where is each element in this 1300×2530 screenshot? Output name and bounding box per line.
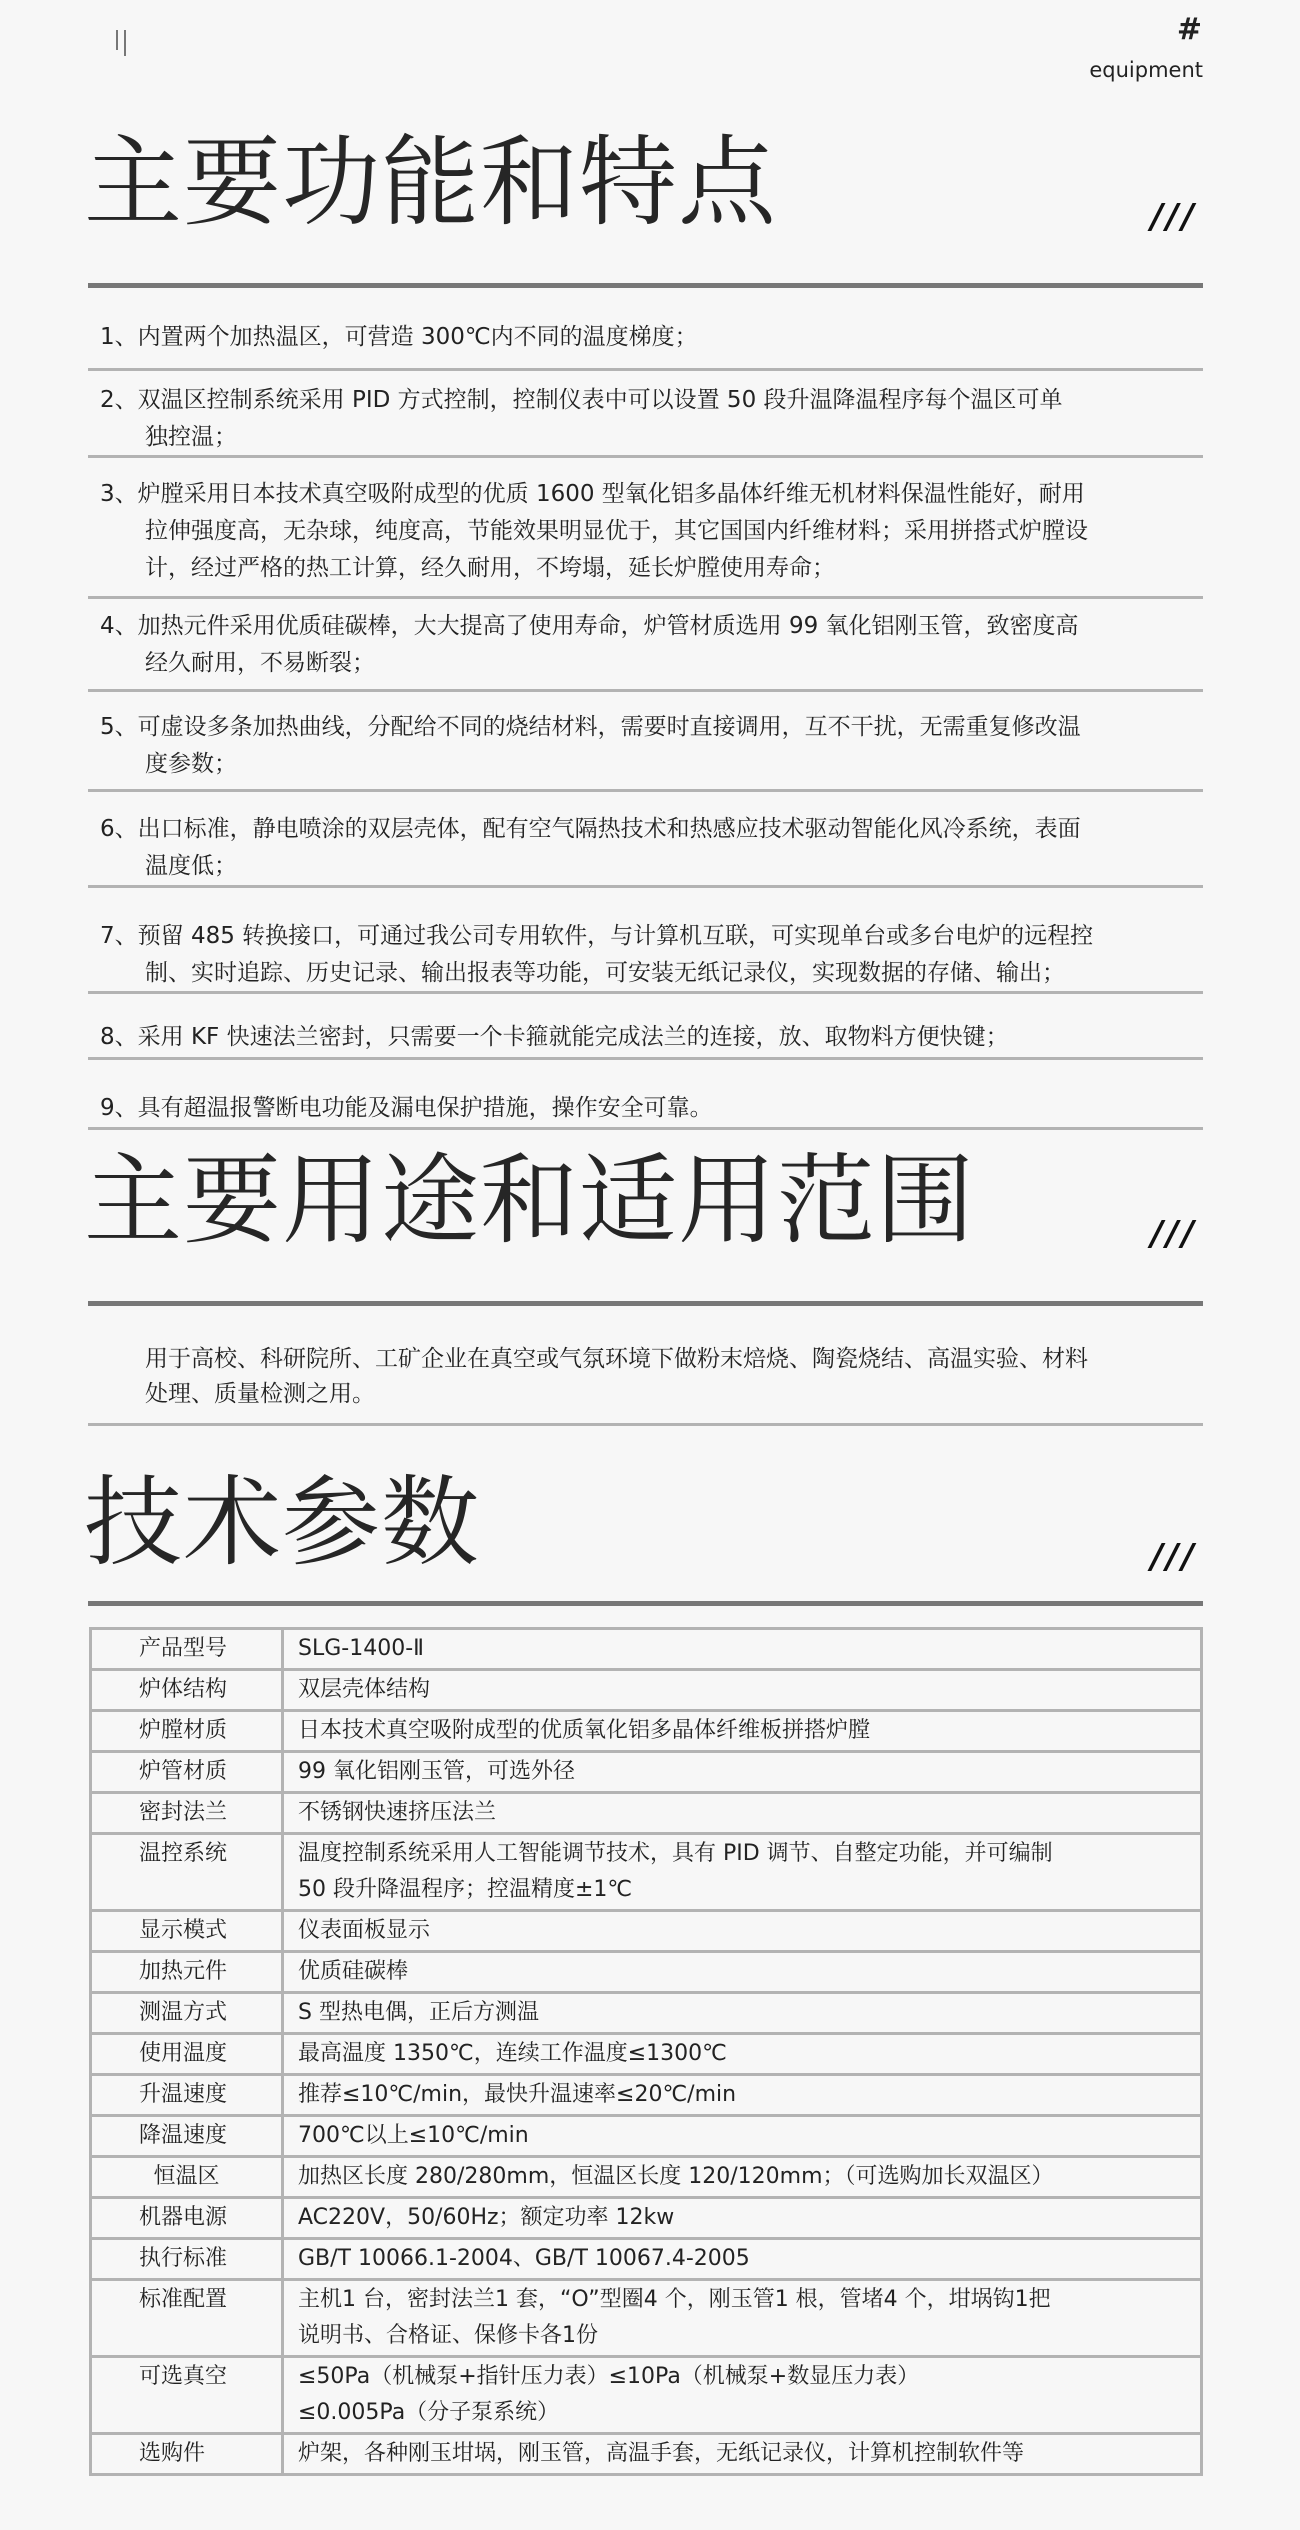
spec-row — [91, 2157, 1202, 2198]
divider — [88, 1127, 1203, 1130]
feature-line: 9、具有超温报警断电功能及漏电保护措施，操作安全可靠。 — [100, 1095, 713, 1121]
feature-line: 7、预留 485 转换接口，可通过我公司专用软件，与计算机互联，可实现单台或多台电炉的远程控 — [100, 923, 1094, 949]
section-rule — [88, 283, 1203, 288]
spec-value — [283, 1993, 1202, 2034]
spec-value-line: 双层壳体结构 — [298, 1677, 431, 1702]
spec-value — [283, 2116, 1202, 2157]
spec-value-line: 炉架，各种刚玉坩埚，刚玉管，高温手套，无纸记录仪，计算机控制软件等 — [298, 2441, 1025, 2466]
spec-row — [91, 2434, 1202, 2475]
spec-row — [91, 1793, 1202, 1834]
spec-row — [91, 1670, 1202, 1711]
feature-line: 温度低； — [145, 853, 237, 879]
divider — [88, 991, 1203, 994]
usage-paragraph — [145, 1342, 1088, 1412]
slashes-decoration-icon: /// — [1150, 1214, 1197, 1254]
spec-value — [283, 2157, 1202, 2198]
spec-value-line: 说明书、合格证、保修卡各1份 — [298, 2323, 598, 2348]
spec-value — [283, 2280, 1202, 2357]
divider — [88, 1057, 1203, 1060]
slashes-decoration-icon: /// — [1150, 1537, 1197, 1577]
feature-item — [100, 319, 1210, 356]
spec-value — [283, 2434, 1202, 2475]
spec-label: 选购件 — [91, 2434, 283, 2475]
spec-value-line: AC220V，50/60Hz；额定功率 12kw — [298, 2205, 675, 2230]
spec-label: 升温速度 — [91, 2075, 283, 2116]
spec-value — [283, 2357, 1202, 2434]
feature-line: 经久耐用，不易断裂； — [145, 650, 375, 676]
spec-row — [91, 2116, 1202, 2157]
spec-value-line: 主机1 台，密封法兰1 套，“O”型圈4 个，刚玉管1 根，管堵4 个，坩埚钩1把 — [298, 2287, 1051, 2312]
feature-line: 度参数； — [145, 751, 237, 777]
spec-value — [283, 1911, 1202, 1952]
spec-label: 密封法兰 — [91, 1793, 283, 1834]
spec-value — [283, 1629, 1202, 1670]
section-rule — [88, 1301, 1203, 1306]
section-rule — [88, 1601, 1203, 1606]
spec-value-line: 50 段升降温程序；控温精度±1℃ — [298, 1877, 633, 1902]
spec-row — [91, 1993, 1202, 2034]
features-title: 主要功能和特点 — [84, 126, 778, 240]
spec-row — [91, 2034, 1202, 2075]
divider — [88, 368, 1203, 371]
spec-value-line: 日本技术真空吸附成型的优质氧化铝多晶体纤维板拼搭炉膛 — [298, 1718, 871, 1743]
spec-row — [91, 2280, 1202, 2357]
feature-line: 4、加热元件采用优质硅碳棒，大大提高了使用寿命，炉管材质选用 99 氧化铝刚玉管，致密度高 — [100, 613, 1079, 639]
hash-icon: # — [1176, 12, 1202, 47]
spec-value-line: 加热区长度 280/280mm，恒温区长度 120/120mm；（可选购加长双温区） — [298, 2164, 1054, 2189]
feature-line: 计，经过严格的热工计算，经久耐用，不垮塌，延长炉膛使用寿命； — [145, 555, 835, 581]
divider — [88, 789, 1203, 792]
spec-value-line: 99 氧化铝刚玉管，可选外径 — [298, 1759, 575, 1784]
spec-value-line: SLG-1400-Ⅱ — [298, 1636, 424, 1661]
feature-item — [100, 918, 1210, 992]
feature-line: 拉伸强度高，无杂球，纯度高，节能效果明显优于，其它国国内纤维材料；采用拼搭式炉膛设 — [145, 518, 1088, 544]
spec-value — [283, 1752, 1202, 1793]
spec-value-line: 优质硅碳棒 — [298, 1959, 409, 1984]
spec-row — [91, 1752, 1202, 1793]
divider — [88, 1423, 1203, 1426]
spec-value-line: 温度控制系统采用人工智能调节技术，具有 PID 调节、自整定功能，并可编制 — [298, 1841, 1053, 1866]
spec-label: 炉体结构 — [91, 1670, 283, 1711]
feature-line: 制、实时追踪、历史记录、输出报表等功能，可安装无纸记录仪，实现数据的存储、输出； — [145, 960, 1065, 986]
spec-value — [283, 1952, 1202, 1993]
spec-row — [91, 2075, 1202, 2116]
spec-row — [91, 1834, 1202, 1911]
usage-title: 主要用途和适用范围 — [84, 1144, 976, 1258]
divider — [88, 885, 1203, 888]
spec-value-line: ≤50Pa（机械泵+指针压力表）≤10Pa（机械泵+数显压力表） — [298, 2364, 920, 2389]
spec-label: 机器电源 — [91, 2198, 283, 2239]
spec-table — [89, 1627, 1203, 2476]
spec-label: 温控系统 — [91, 1834, 283, 1911]
spec-row — [91, 1911, 1202, 1952]
logo-icon — [114, 30, 136, 56]
slashes-decoration-icon: /// — [1150, 197, 1197, 237]
spec-label: 显示模式 — [91, 1911, 283, 1952]
spec-row — [91, 2357, 1202, 2434]
spec-value-line: ≤0.005Pa（分子泵系统） — [298, 2400, 560, 2425]
divider — [88, 689, 1203, 692]
spec-row — [91, 1711, 1202, 1752]
spec-value-line: 仪表面板显示 — [298, 1918, 431, 1943]
spec-label: 执行标准 — [91, 2239, 283, 2280]
spec-value-line: 推荐≤10℃/min，最快升温速率≤20℃/min — [298, 2082, 737, 2107]
spec-value — [283, 1834, 1202, 1911]
spec-value-line: 不锈钢快速挤压法兰 — [298, 1800, 497, 1825]
usage-line: 处理、质量检测之用。 — [145, 1381, 375, 1407]
spec-value — [283, 2075, 1202, 2116]
spec-row — [91, 2198, 1202, 2239]
feature-item — [100, 608, 1210, 682]
spec-value-line: S 型热电偶，正后方测温 — [298, 2000, 539, 2025]
feature-line: 6、出口标准，静电喷涂的双层壳体，配有空气隔热技术和热感应技术驱动智能化风冷系统，表面 — [100, 816, 1081, 842]
header-tag: equipment — [1089, 58, 1203, 82]
feature-line: 1、内置两个加热温区，可营造 300℃内不同的温度梯度； — [100, 324, 698, 350]
spec-value — [283, 1670, 1202, 1711]
feature-line: 5、可虚设多条加热曲线，分配给不同的烧结材料，需要时直接调用，互不干扰，无需重复修改温 — [100, 714, 1081, 740]
spec-value — [283, 1793, 1202, 1834]
spec-value — [283, 1711, 1202, 1752]
specs-title: 技术参数 — [84, 1466, 481, 1580]
spec-value-line: 最高温度 1350℃，连续工作温度≤1300℃ — [298, 2041, 727, 2066]
spec-row — [91, 1629, 1202, 1670]
spec-value — [283, 2034, 1202, 2075]
feature-line: 2、双温区控制系统采用 PID 方式控制，控制仪表中可以设置 50 段升温降温程序每个温区可单 — [100, 387, 1063, 413]
spec-value-line: GB/T 10066.1-2004、GB/T 10067.4-2005 — [298, 2246, 750, 2271]
spec-label: 标准配置 — [91, 2280, 283, 2357]
divider — [88, 596, 1203, 599]
usage-line: 用于高校、科研院所、工矿企业在真空或气氛环境下做粉末焙烧、陶瓷烧结、高温实验、材料 — [145, 1346, 1088, 1372]
spec-value — [283, 2198, 1202, 2239]
spec-value — [283, 2239, 1202, 2280]
spec-label: 炉膛材质 — [91, 1711, 283, 1752]
spec-label: 测温方式 — [91, 1993, 283, 2034]
spec-label: 降温速度 — [91, 2116, 283, 2157]
spec-value-line: 700℃以上≤10℃/min — [298, 2123, 529, 2148]
feature-item — [100, 1019, 1210, 1056]
feature-item — [100, 709, 1210, 783]
feature-line: 8、采用 KF 快速法兰密封，只需要一个卡箍就能完成法兰的连接，放、取物料方便快键； — [100, 1024, 1009, 1050]
feature-line: 3、炉膛采用日本技术真空吸附成型的优质 1600 型氧化铝多晶体纤维无机材料保温性能好，耐用 — [100, 481, 1085, 507]
spec-label: 可选真空 — [91, 2357, 283, 2434]
spec-row — [91, 1952, 1202, 1993]
feature-line: 独控温； — [145, 424, 237, 450]
spec-label: 炉管材质 — [91, 1752, 283, 1793]
feature-item — [100, 476, 1210, 587]
divider — [88, 455, 1203, 458]
spec-label: 产品型号 — [91, 1629, 283, 1670]
feature-item — [100, 382, 1210, 456]
feature-item — [100, 811, 1210, 885]
spec-row — [91, 2239, 1202, 2280]
spec-label: 使用温度 — [91, 2034, 283, 2075]
spec-label: 恒温区 — [91, 2157, 283, 2198]
feature-item — [100, 1090, 1210, 1127]
spec-label: 加热元件 — [91, 1952, 283, 1993]
